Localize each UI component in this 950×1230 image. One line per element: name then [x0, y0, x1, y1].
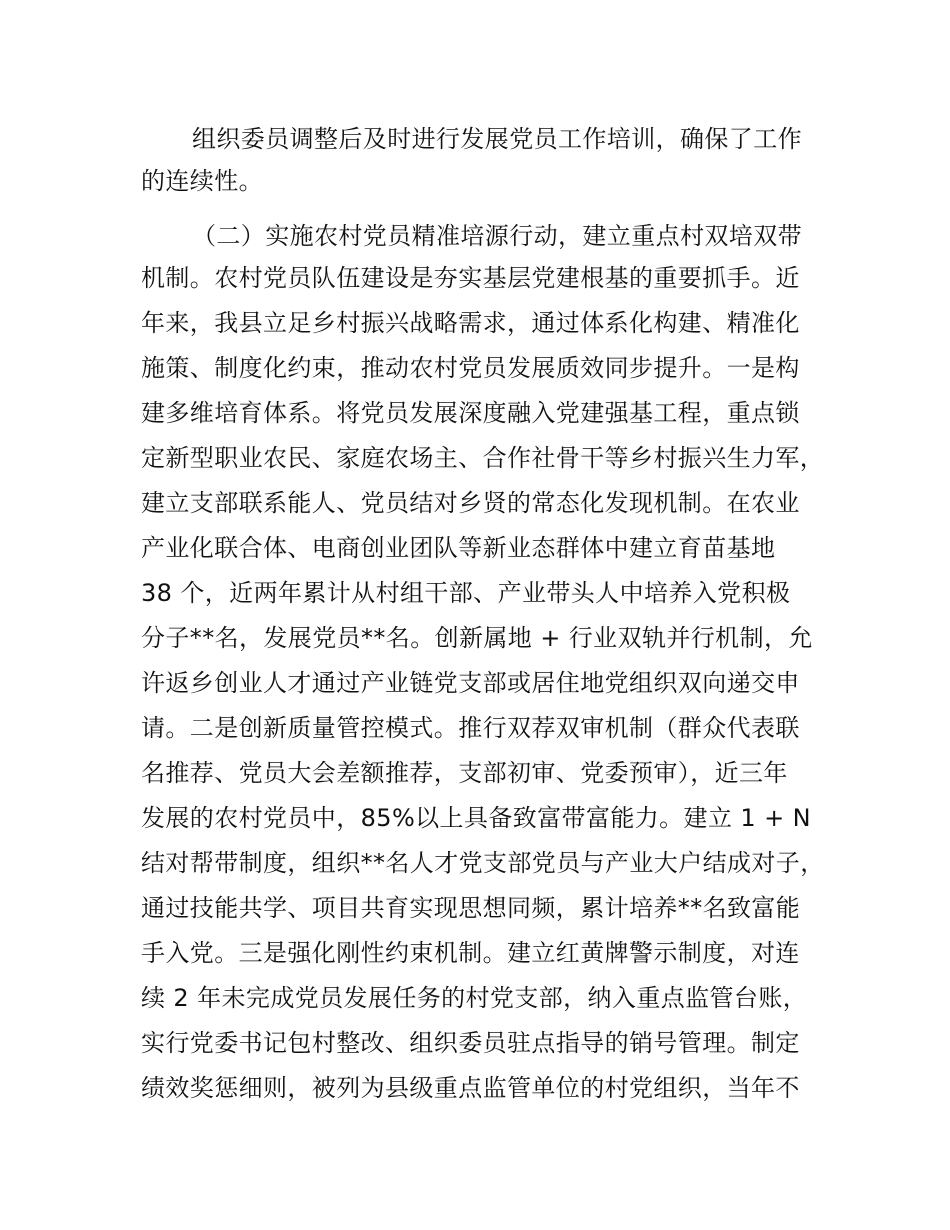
text-line-5: 年来，我县立足乡村振兴战略需求，通过体系化构建、精准化 [141, 309, 800, 337]
text-line-20: 续 2 年未完成党员发展任务的村党支部，纳入重点监管台账， [141, 984, 808, 1012]
text-line-16: 发展的农村党员中，85%以上具备致富带富能力。建立 1 + N [141, 804, 811, 832]
text-line-7: 建多维培育体系。将党员发展深度融入党建强基工程，重点锁 [141, 399, 800, 427]
text-line-1: 组织委员调整后及时进行发展党员工作培训，确保了工作 [192, 125, 802, 153]
text-line-22: 绩效奖惩细则，被列为县级重点监管单位的村党组织，当年不 [141, 1074, 800, 1102]
text-line-18: 通过技能共学、项目共育实现思想同频，累计培养**名致富能 [141, 894, 801, 922]
text-line-13: 许返乡创业人才通过产业链党支部或居住地党组织双向递交申 [141, 669, 800, 697]
text-line-17: 结对帮带制度，组织**名人才党支部党员与产业大户结成对子， [141, 849, 825, 877]
text-line-6: 施策、制度化约束，推动农村党员发展质效同步提升。一是构 [141, 354, 800, 382]
text-line-4: 机制。农村党员队伍建设是夯实基层党建根基的重要抓手。近 [141, 264, 800, 292]
text-line-14: 请。二是创新质量管控模式。推行双荐双审机制（群众代表联 [141, 714, 800, 742]
text-line-10: 产业化联合体、电商创业团队等新业态群体中建立育苗基地 [141, 534, 776, 562]
text-line-3: （二）实施农村党员精准培源行动，建立重点村双培双带 [192, 222, 802, 250]
text-line-8: 定新型职业农民、家庭农场主、合作社骨干等乡村振兴生力军， [141, 444, 825, 472]
text-line-2: 的连续性。 [141, 167, 263, 195]
text-line-9: 建立支部联系能人、党员结对乡贤的常态化发现机制。在农业 [141, 489, 800, 517]
text-line-15: 名推荐、党员大会差额推荐，支部初审、党委预审），近三年 [141, 759, 788, 787]
text-line-21: 实行党委书记包村整改、组织委员驻点指导的销号管理。制定 [141, 1029, 800, 1057]
text-line-19: 手入党。三是强化刚性约束机制。建立红黄牌警示制度，对连 [141, 939, 800, 967]
text-line-11: 38 个，近两年累计从村组干部、产业带头人中培养入党积极 [141, 579, 791, 607]
text-line-12: 分子**名，发展党员**名。创新属地 + 行业双轨并行机制，允 [141, 624, 813, 652]
